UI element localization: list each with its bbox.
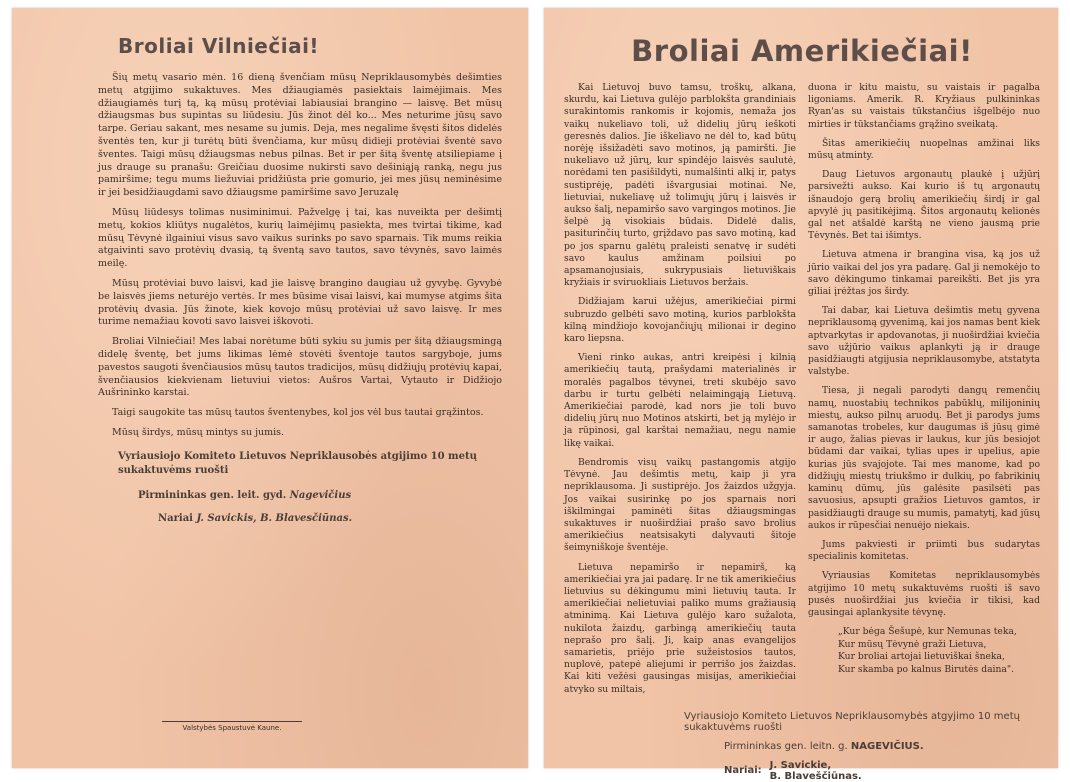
right-member-1: J. Savickie, xyxy=(769,759,832,771)
right-chair-name: NAGEVIČIUS. xyxy=(850,740,924,752)
right-committee: Vyriausiojo Komiteto Lietuvos Nepriklausomybės atgyjimo 10 metų sukaktuvėms ruošti xyxy=(684,710,1020,733)
poem-line-4: Kur skamba po kalnus Birutės daina". xyxy=(838,663,1015,675)
left-paragraph-5: Taigi saugokite tas mūsų tautos šventenybes, kol jos vėl bus tautai grąžintos. xyxy=(112,407,484,419)
right-signature-block xyxy=(564,711,1040,782)
left-committee: Vyriausiojo Komiteto Lietuvos Nepriklausobės atgijimo 10 metų sukaktuvėms ruošti xyxy=(118,450,477,476)
left-members-label: Nariai xyxy=(158,512,193,524)
left-paragraph-2: Mūsų liūdesys tolimas nusiminimui. Pažvelgę į tai, kas nuveikta per dešimtį metų, kokios kliūtys nugalėtos, kurių laimėjimų pasiekta, mes tvirtai tikime, kad mūsų Tėvynė ilgainiui visus savo vaikus surinks po savo sparnais. Tik mums reikia atgaivinti savo protėvių dvasią, tą šventą savo tautos, savo tėvynės, savo laimės meilę. xyxy=(98,206,502,270)
right-col2-paragraph-3: Daug Lietuvos argonautų plaukė į užjūrį parsivežti aukso. Kai kurio iš tų argonautų išnaudojo gerą brolių amerikiečių širdį ir gal apvylė jų pasitikėjimą. Šitos argonautų kelionės gal net atšaldė karštą ne vieno jausmą prie Tėvynės. Bet tai išimtys. xyxy=(808,169,1040,242)
right-col2-paragraph-6: Tiesa, ji negali parodyti dangų remenčių namų, nuostabių technikos pabūklų, milijoninių miestų, aukso pilnų aruodų. Bet ji parodys jums samanotas trobeles, kur daugumas iš jūsų gimė ir augo, žalias pievas ir laukus, kur jūs besiojot būdami dar vaikai, tylias upes ir upelius, apie kurias jūs svajojote. Tai mes manome, kad po didžiųjų miestų triukšmo ir dulkių, po fabrikinių kaminų dūmų, jūs galėsite pasilsėti pas savuosius, apsupti gražios Lietuvos gamtos, ir pasidžiaugti drauge su mumis, pamatytį, kad jūsų aukos ir rūpesčiai nenuėjo niekais. xyxy=(808,385,1040,531)
right-member-2: B. Blaveščiūnas. xyxy=(769,770,862,782)
printer-imprint: Valstybės Spaustuvė Kaune. xyxy=(162,721,302,732)
right-col1-paragraph-5: Lietuva nepamiršo ir nepamirš, ką amerikiečiai yra jai padarę. Ir ne tik amerikiečius lietuvius su dėkingumu mini lietuvių tauta. Ir amerikiečiai nelietuviai paliko mums gražiausią atminimą. Kai Lietuva gulėjo karo sužalota, nukilota žaizdų, garbingą amerikiečių tauta neprašo pro šalį. Ji, kaip anas evangelijos samarietis, priėjo prie sužeistosios tautos, nuplovė, patepė aliejumi ir perrišo jos žaizdas. Kai kiti vežėsi gausingas misijas, amerikiečiai atvyko su miltais, xyxy=(564,561,796,695)
left-chair-name: Nagevičius xyxy=(289,489,352,501)
left-paragraph-6: Mūsų širdys, mūsų mintys su jumis. xyxy=(112,426,285,438)
text-columns xyxy=(564,82,1040,703)
left-paragraph-1: Šių metų vasario mėn. 16 dieną švenčiam mūsų Nepriklausomybės dešimties metų atgijimo sukaktuves. Mes džiaugiamės pasiektais laimėjimais. Mes džiaugiamės turį tą, ką mūsų protėviai labiausiai brangino — laisvę. Bet mūsų džiaugsmas bus supintas su liūdesiu. Jūs žinot dėl ko... Mes neturime jūsų savo tarpe. Geriau sakant, mes nesame su jumis. Deja, mes negalime švęsti šitos didelės šventės ten, kur ji turėtų būti švenčiama, kur mūsų didieji protėviai šventė savo šventes. Taigi mūsų džiaugsmas nebus pilnas. Bet ir per šitą šventę atsiliepiame į jus drauge su pranašu: Greičiau duosime nukirsti savo dešiniąją ranką, negu jus pamiršime; tegu mums liežuviai pridžiūsta prie gomurio, jei mes jūsų neminėsime ir jei besidžiaugdami savo džiaugsme pamiršime savo Jeruzalę xyxy=(98,72,502,199)
right-title: Broliai Amerikiečiai! xyxy=(631,34,973,68)
right-leaflet xyxy=(544,8,1058,782)
left-leaflet xyxy=(12,8,528,768)
poem-verse xyxy=(808,626,1040,676)
left-members xyxy=(158,513,502,524)
column-left xyxy=(564,82,796,703)
right-col2-paragraph-5: Tai dabar, kai Lietuva dešimtis metų gyvena nepriklausomą gyvenimą, kai jos namas bent kiek aptvarkytas ir apdovanotas, ji nuoširdžiai kviečia savo užjūrio vaikus aplankyti ją ir drauge pasidžiaugti atgijusia nepriklausomybe, atstatyta valstybe. xyxy=(808,305,1040,378)
right-col1-paragraph-2: Didžiajam karui užėjus, amerikiečiai pirmi subruzdo gelbėti savo motiną, kurios parblokšta kilną mindžiojo kovojančiųjų milionai ir degino karo liepsna. xyxy=(564,296,796,345)
right-col1-paragraph-4: Bendromis visų vaikų pastangomis atgijo Tėvynė. Jau dešimtis metų, kaip ji yra nepriklausoma. Ji sustiprėjo. Jos žaizdos užgyja. Jos vaikai susirinkę po jos sparnais nori iškilmingai paminėti šitas džiaugsmingas sukaktuves ir nuoširdžiai prašo savo brolius amerikiečius neatsisakyti dalyvauti šitoje šeimyniškoje šventėje. xyxy=(564,456,796,554)
right-col1-paragraph-1: Kai Lietuvoj buvo tamsu, troškų, alkana, skurdu, kai Lietuva gulėjo parblokšta grandiniais surakintomis rankomis ir kojomis, nemaža jos vaikų nukeliavo toli, už didelių jūrų ieškoti geresnės dalios. Jie iškeliavo ne dėl to, kad būtų norėję išsižadėti savo motinos, ją pamiršti. Jie nukeliavo už jūrų, kur spindėjo laisvės saulutė, norėdami ten pasišildyti, numalšinti alkį ir, patys sustiprėję, padėti išvargusiai motinai. Ne, lietuviai, nukeliavę už tolimųjų jūrų į laisvės ir aukso šalį, nepamiršo savo vargingos motinos. Jie šelpė ją visokiais būdais. Didelė dalis, pasiturinčių turto, grįždavo pas savo motiną, kad po jos sparnu galėtų praleisti senatvę ir sudėti savo kaulus amžinam poilsiui po apsamanojusiais, sukrypusiais lietuviškais kryžiais ir sviruokliais Lietuvos beržais. xyxy=(564,82,796,289)
left-members-names: J. Savickis, B. Blavesčiūnas. xyxy=(196,512,353,524)
right-members-names xyxy=(770,760,862,782)
poem-line-2: Kur mūsų Tėvynė graži Lietuva, xyxy=(838,638,987,650)
right-col2-paragraph-4: Lietuva atmena ir brangina visa, ką jos už jūrio vaikai del jos yra padarę. Gal ji nemokėjo to savo dėkingumo tinkamai pareikšti. Bet jis yra giliai įrėžtas jos širdy. xyxy=(808,249,1040,298)
right-members-label: Nariai: xyxy=(724,765,762,777)
right-members xyxy=(564,760,1040,782)
right-col2-paragraph-8: Vyriausias Komitetas nepriklausomybės atgijimo 10 metų sukaktuvėms ruošti iš savo pusės nuoširdžiai jus kviečia ir tikisi, kad gausingai aplankysite tėvynę. xyxy=(808,570,1040,618)
right-chair-label: Pirmininkas gen. leitn. g. xyxy=(724,740,848,752)
left-paragraph-4: Broliai Vilniečiai! Mes labai norėtume būti sykiu su jumis per šitą džiaugsmingą didelę šventę, bet jums likimas lėmė stovėti šventoje tautos sargyboje, jums pavestos saugoti švenčiausios mūsų tautos tradicijos, mūsų didžiųjų protėvių kapai, švenčiausios kiekvienam lietuviui vietos: Aušros Vartai, Vytauto ir Didžiojo Aušrininko karstai. xyxy=(98,336,502,399)
poem-line-1: „Kur bėga Šešupė, kur Nemunas teka, xyxy=(838,626,1017,638)
right-col1-paragraph-3: Vieni rinko aukas, antri kreipėsi į kilnią amerikiečių tautą, prašydami materialinės ir moralės pagalbos tėvynei, treti skubėjo savo darbu ir turtu gelbėti nelaimingąją Lietuvą. Amerikiečiai parodė, kad nors jie toli buvo didelių jūrų nuo Motinos atskirti, bet ją mylėjo ir ja rūpinosi, gal karštai nemažiau, negu namie likę vaikai. xyxy=(564,352,796,449)
poem-line-3: Kur broliai artojai lietuviškai šneka, xyxy=(838,651,1005,663)
right-col2-paragraph-7: Jums pakviesti ir priimti bus sudarytas specialinis komitetas. xyxy=(808,538,1040,563)
left-chair xyxy=(138,490,502,501)
left-chair-label: Pirmininkas gen. leit. gyd. xyxy=(138,489,287,501)
right-col2-paragraph-2: Šitas amerikiečių nuopelnas amžinai liks mūsų atminty. xyxy=(808,137,1040,162)
right-chair xyxy=(564,741,1040,752)
left-paragraph-3: Mūsų protėviai buvo laisvi, kad jie laisvę brangino daugiau už gyvybę. Gyvybė be laisvės jiems neturėjo vertės. Ir mes būsime visai laisvi, kai mumyse atgims šita protėvių dvasia. Jūs žinote, kiek kovojo mūsų protėviai už savo laisvę. Ir mes turime nemažiau kovoti savo laisvei iškovoti. xyxy=(98,277,502,328)
right-col2-paragraph-1: duona ir kitu maistu, su vaistais ir pagalba ligoniams. Amerik. R. Kryžiaus pulkininkas Ryan'as su vaistais tūkstančius išgelbėjo nuo mirties ir tūkstančiams grąžino sveikatą. xyxy=(808,82,1040,130)
column-right xyxy=(808,82,1040,703)
left-title: Broliai Vilniečiai! xyxy=(118,34,320,58)
